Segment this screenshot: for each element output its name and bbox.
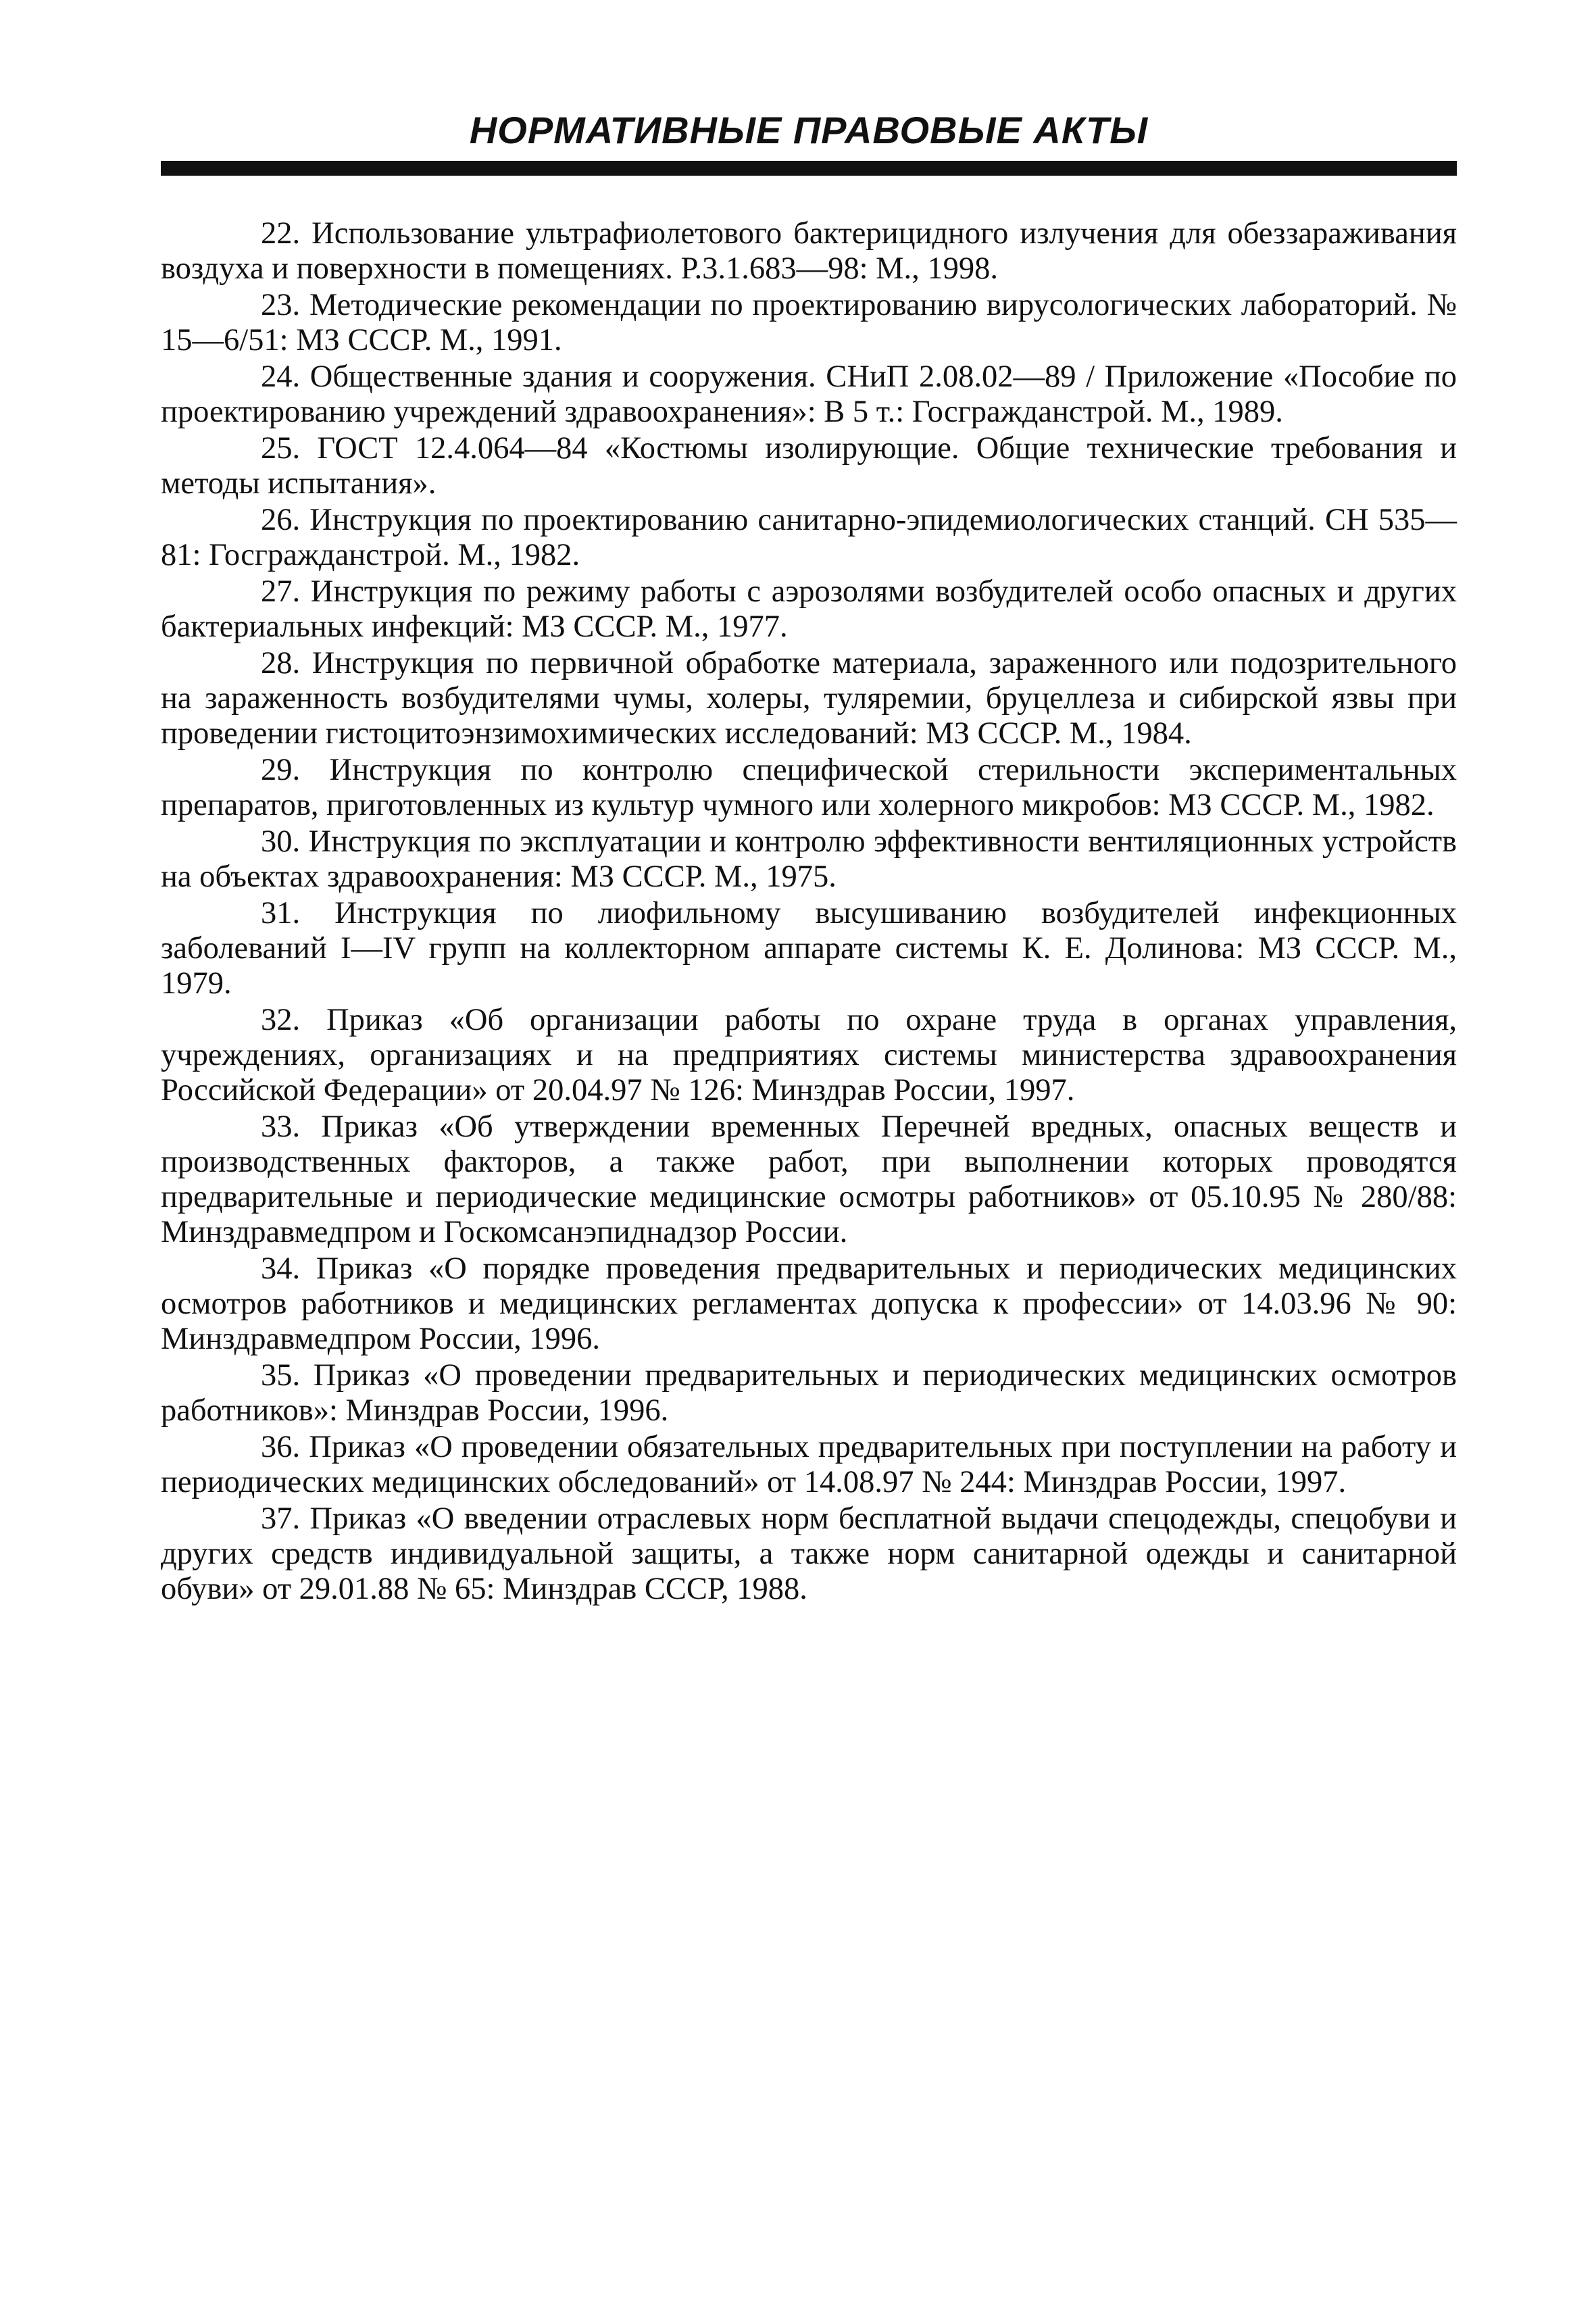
reference-item-28: 28. Инструкция по первичной обработке материала, зараженного или подозрительного на зараженность возбудителями чумы, холеры, туляремии, бруцеллеза и сибирской язвы при проведении гистоцитоэнзимохимических исследований: МЗ СССР. М., 1984. [161,646,1457,751]
reference-item-24: 24. Общественные здания и сооружения. СНиП 2.08.02—89 / Приложение «Пособие по проектированию учреждений здравоохранения»: В 5 т.: Госгражданстрой. М., 1989. [161,359,1457,429]
reference-item-34: 34. Приказ «О порядке проведения предварительных и периодических медицинских осмотров работников и медицинских регламентах допуска к профессии» от 14.03.96 № 90: Минздравмедпром России, 1996. [161,1251,1457,1356]
reference-item-35: 35. Приказ «О проведении предварительных и периодических медицинских осмотров работников»: Минздрав России, 1996. [161,1358,1457,1428]
header-rule [161,161,1457,176]
reference-item-29: 29. Инструкция по контролю специфической стерильности экспериментальных препаратов, приготовленных из культур чумного или холерного микробов: МЗ СССР. М., 1982. [161,753,1457,822]
reference-item-33: 33. Приказ «Об утверждении временных Перечней вредных, опасных веществ и производственных факторов, а также работ, при выполнении которых проводятся предварительные и периодические медицинские осмотры работников» от 05.10.95 № 280/88: Минздравмедпром и Госкомсанэпиднадзор России. [161,1110,1457,1249]
reference-item-25: 25. ГОСТ 12.4.064—84 «Костюмы изолирующие. Общие технические требования и методы испытания». [161,431,1457,501]
reference-item-30: 30. Инструкция по эксплуатации и контролю эффективности вентиляционных устройств на объектах здравоохранения: МЗ СССР. М., 1975. [161,824,1457,894]
reference-item-37: 37. Приказ «О введении отраслевых норм бесплатной выдачи спецодежды, спецобуви и других средств индивидуальной защиты, а также норм санитарной одежды и санитарной обуви» от 29.01.88 № 65: Минздрав СССР, 1988. [161,1501,1457,1606]
reference-item-32: 32. Приказ «Об организации работы по охране труда в органах управления, учреждениях, организациях и на предприятиях системы министерства здравоохранения Российской Федерации» от 20.04.97 № 126: Минздрав России, 1997. [161,1003,1457,1107]
reference-item-27: 27. Инструкция по режиму работы с аэрозолями возбудителей особо опасных и других бактериальных инфекций: МЗ СССР. М., 1977. [161,574,1457,644]
page-header [161,108,1457,153]
reference-item-36: 36. Приказ «О проведении обязательных предварительных при поступлении на работу и периодических медицинских обследований» от 14.08.97 № 244: Минздрав России, 1997. [161,1430,1457,1499]
reference-list [161,216,1457,1608]
reference-item-23: 23. Методические рекомендации по проектированию вирусологических лабораторий. № 15—6/51: МЗ СССР. М., 1991. [161,288,1457,357]
page-title: НОРМАТИВНЫЕ ПРАВОВЫЕ АКТЫ [469,109,1149,151]
reference-item-26: 26. Инструкция по проектированию санитарно-эпидемиологических станций. СН 535—81: Госгражданстрой. М., 1982. [161,503,1457,572]
reference-item-22: 22. Использование ультрафиолетового бактерицидного излучения для обеззараживания воздуха и поверхности в помещениях. Р.3.1.683—98: М., 1998. [161,216,1457,286]
reference-item-31: 31. Инструкция по лиофильному высушиванию возбудителей инфекционных заболеваний I—IV групп на коллекторном аппарате системы К. Е. Долинова: МЗ СССР. М., 1979. [161,896,1457,1001]
